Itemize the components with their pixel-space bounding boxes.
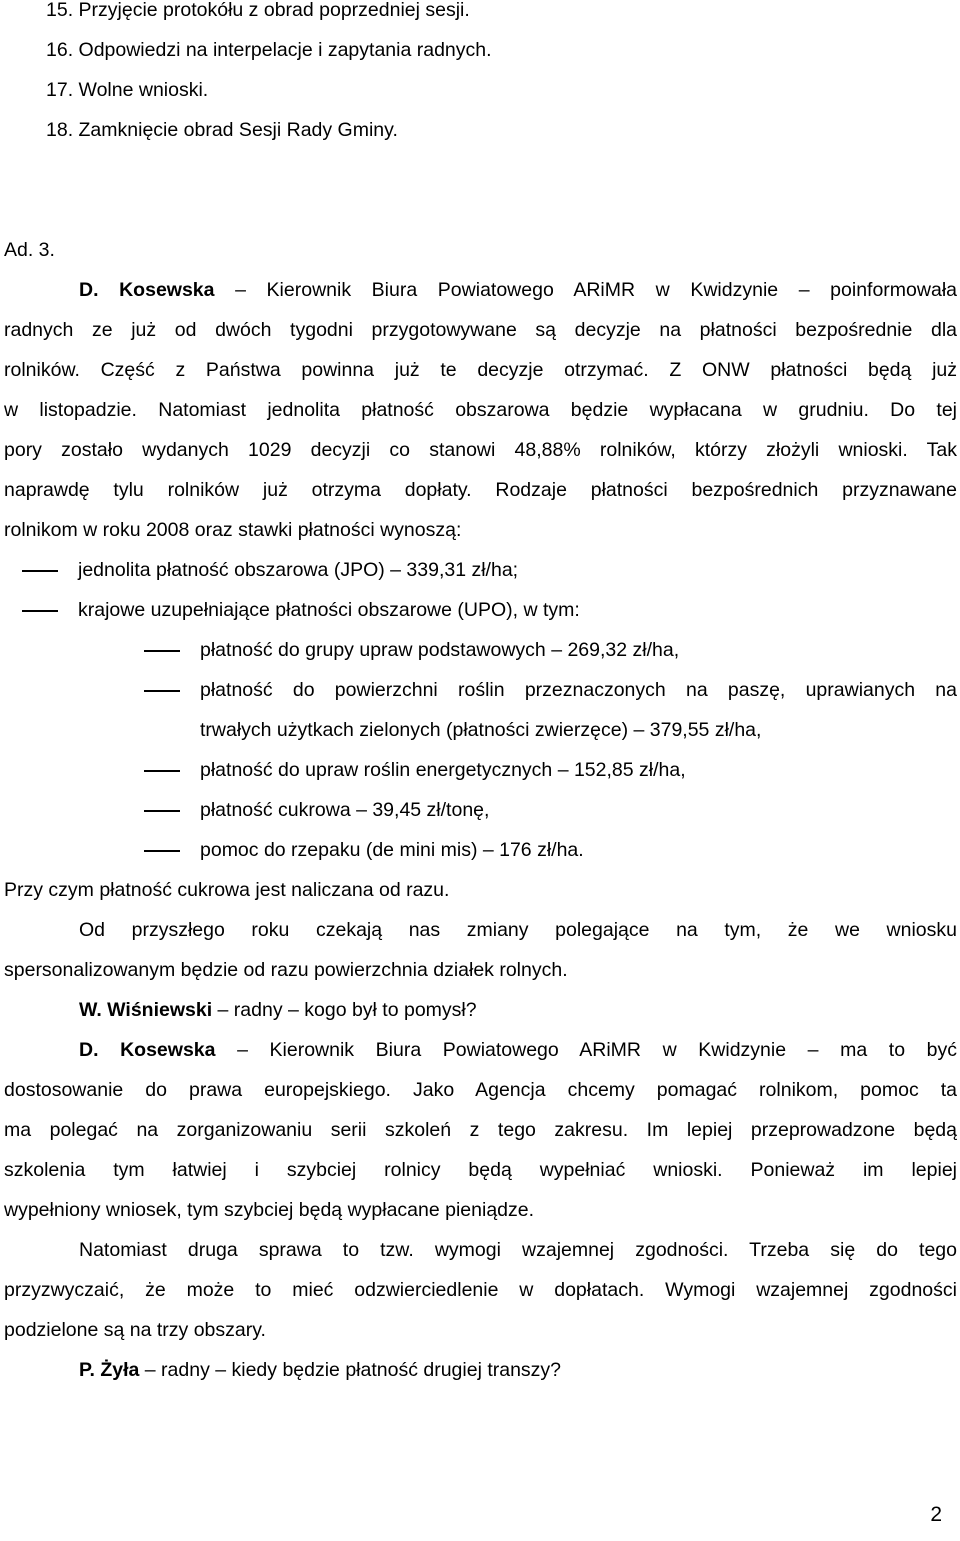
dash-bullet — [144, 690, 180, 692]
dash-bullet — [144, 650, 180, 652]
speaker-name: P. Żyła — [79, 1359, 140, 1381]
paragraph-kosewska-1: D. Kosewska – Kierownik Biura Powiatowego ARiMR w Kwidzynie – poinformowała radnych ze już od dwóch tygodni przygotowywane są decyzje na płatności bezpośrednie dla rolników. Część z Państwa powinna już te decyzje otrzymać. Z ONW płatności będą już w listopadzie. Natomiast jednolita płatność obszarowa będzie wypłacana w grudniu. Do tej pory zostało wydanych 1029 decyzji co stanowi 48,88% rolników, którzy złożyli wnioski. Tak naprawdę tylu rolników już otrzyma dopłaty. Rodzaje płatności bezpośrednich przyznawane rolnikom w roku 2008 oraz stawki płatności wynoszą: — [4, 279, 957, 541]
dash-bullet — [144, 850, 180, 852]
paragraph-cukrowa: Przy czym płatność cukrowa jest naliczana od razu. — [4, 879, 450, 901]
agenda-item: 18. Zamknięcie obrad Sesji Rady Gminy. — [46, 119, 398, 141]
sub-list-item: płatność cukrowa – 39,45 zł/tonę, — [4, 790, 957, 830]
paragraph-kosewska-2: D. Kosewska – Kierownik Biura Powiatowego ARiMR w Kwidzynie – ma to być dostosowanie do prawa europejskiego. Jako Agencja chcemy pomagać rolnikom, pomoc ta ma polegać na zorganizowaniu serii szkoleń z tego zakresu. Im lepiej przeprowadzone będą szkolenia tym łatwiej i szybciej rolnicy będą wypełniać wnioski. Ponieważ im lepiej wypełniony wniosek, tym szybciej będą wypłacane pieniądze. — [4, 1039, 957, 1221]
paragraph-zyla: P. Żyła – radny – kiedy będzie płatność drugiej transzy? — [79, 1359, 562, 1381]
list-item: jednolita płatność obszarowa (JPO) – 339,31 zł/ha; — [4, 550, 957, 590]
sub-list-item: pomoc do rzepaku (de mini mis) – 176 zł/ha. — [4, 830, 957, 870]
document-page — [4, 0, 957, 1390]
speaker-name: D. Kosewska — [79, 1039, 216, 1061]
list-item: krajowe uzupełniające płatności obszarowe (UPO), w tym: — [4, 590, 957, 630]
agenda-list — [4, 0, 957, 150]
dash-bullet — [22, 570, 58, 572]
paragraph-przyszly-rok: Od przyszłego roku czekają nas zmiany polegające na tym, że we wniosku spersonalizowanym będzie od razu powierzchnia działek rolnych. — [4, 919, 957, 981]
page-number: 2 — [930, 1503, 942, 1526]
dash-bullet — [144, 810, 180, 812]
sub-list-item: płatność do grupy upraw podstawowych – 269,32 zł/ha, — [4, 630, 957, 670]
section-heading: Ad. 3. — [4, 239, 55, 261]
sub-list-item: płatność do upraw roślin energetycznych – 152,85 zł/ha, — [4, 750, 957, 790]
dash-bullet — [22, 610, 58, 612]
spacer — [4, 150, 957, 230]
sub-list-item: płatność do powierzchni roślin przeznaczonych na paszę, uprawianych na trwałych użytkach zielonych (płatności zwierzęce) – 379,55 zł/ha, — [4, 670, 957, 750]
dash-bullet — [144, 770, 180, 772]
paragraph-wisniewski: W. Wiśniewski – radny – kogo był to pomysł? — [79, 999, 477, 1021]
speaker-name: D. Kosewska — [79, 279, 215, 301]
agenda-item: 15. Przyjęcie protokółu z obrad poprzedniej sesji. — [46, 0, 470, 21]
agenda-item: 17. Wolne wnioski. — [46, 79, 209, 101]
paragraph-natomiast: Natomiast druga sprawa to tzw. wymogi wzajemnej zgodności. Trzeba się do tego przyzwyczaić, że może to mieć odzwierciedlenie w dopłatach. Wymogi wzajemnej zgodności podzielone są na trzy obszary. — [4, 1239, 957, 1341]
agenda-item: 16. Odpowiedzi na interpelacje i zapytania radnych. — [46, 39, 492, 61]
speaker-name: W. Wiśniewski — [79, 999, 213, 1021]
